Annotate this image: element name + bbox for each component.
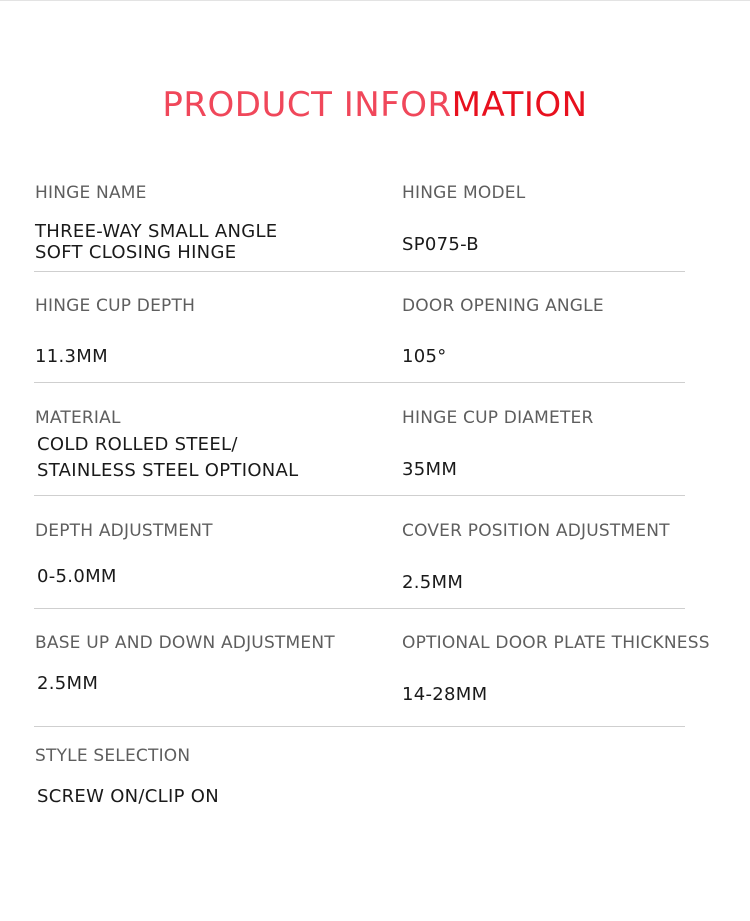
cover-position-adjustment-label: COVER POSITION ADJUSTMENT: [402, 521, 670, 541]
depth-adjustment-value: 0-5.0MM: [37, 566, 117, 587]
style-selection-value: SCREW ON/CLIP ON: [37, 786, 220, 807]
hinge-cup-diameter-label: HINGE CUP DIAMETER: [402, 408, 594, 428]
hinge-model-value: SP075-B: [402, 234, 479, 255]
hinge-name-value-line-2: SOFT CLOSING HINGE: [35, 242, 237, 263]
row-divider: [34, 271, 685, 272]
page-title-part-1: PRODUCT INFOR: [162, 84, 452, 125]
row-divider: [34, 726, 685, 727]
hinge-name-label: HINGE NAME: [35, 183, 147, 203]
material-label: MATERIAL: [35, 408, 121, 428]
base-up-down-adjustment-value: 2.5MM: [37, 673, 99, 694]
optional-door-plate-thickness-label: OPTIONAL DOOR PLATE THICKNESS: [402, 633, 710, 653]
top-border: [0, 0, 750, 1]
door-opening-angle-value: 105°: [402, 346, 447, 367]
row-divider: [34, 608, 685, 609]
optional-door-plate-thickness-value: 14-28MM: [402, 684, 488, 705]
material-value-line-2: STAINLESS STEEL OPTIONAL: [37, 460, 299, 481]
row-divider: [34, 382, 685, 383]
page-title-part-2: MATION: [451, 84, 588, 125]
style-selection-label: STYLE SELECTION: [35, 746, 191, 766]
cover-position-adjustment-value: 2.5MM: [402, 572, 464, 593]
hinge-cup-diameter-value: 35MM: [402, 459, 458, 480]
depth-adjustment-label: DEPTH ADJUSTMENT: [35, 521, 213, 541]
page-title: [0, 83, 750, 127]
door-opening-angle-label: DOOR OPENING ANGLE: [402, 296, 604, 316]
base-up-down-adjustment-label: BASE UP AND DOWN ADJUSTMENT: [35, 633, 335, 653]
hinge-model-label: HINGE MODEL: [402, 183, 526, 203]
hinge-cup-depth-value: 11.3MM: [35, 346, 108, 367]
hinge-cup-depth-label: HINGE CUP DEPTH: [35, 296, 196, 316]
material-value-line-1: COLD ROLLED STEEL/: [37, 434, 238, 455]
row-divider: [34, 495, 685, 496]
hinge-name-value-line-1: THREE-WAY SMALL ANGLE: [35, 221, 278, 242]
